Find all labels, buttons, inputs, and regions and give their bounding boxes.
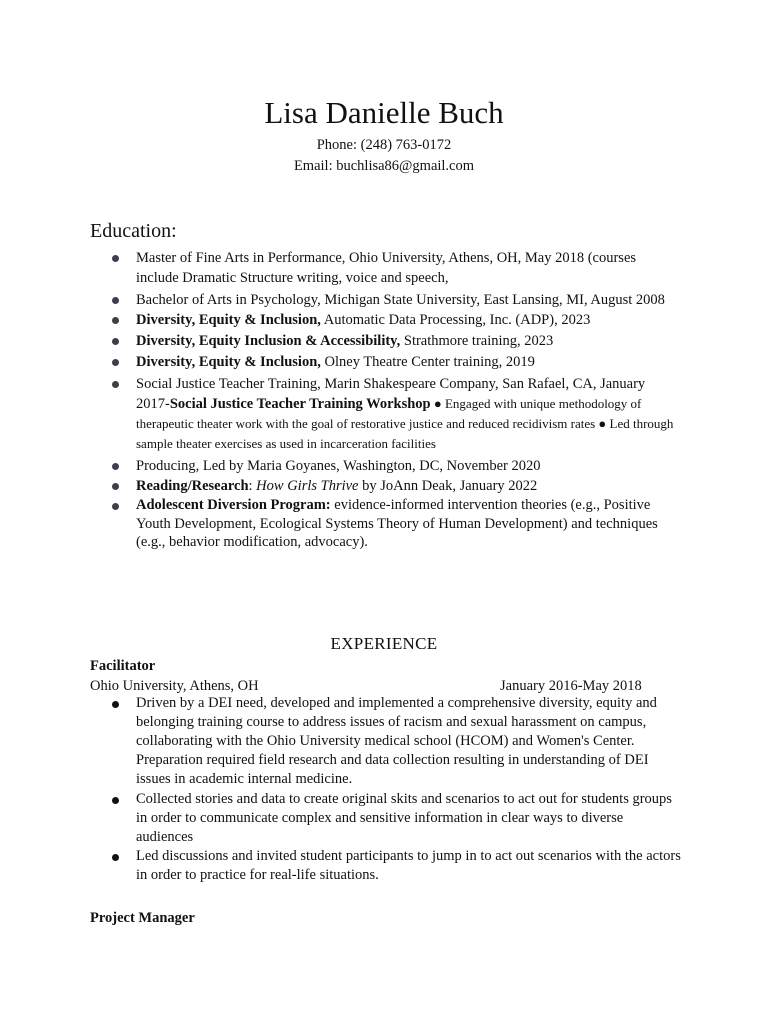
education-item: Bachelor of Arts in Psychology, Michigan State University, East Lansing, MI, August 2008 [110,290,680,310]
bullet-icon [112,381,119,388]
bullet-icon [112,701,119,708]
bullet-icon [112,483,119,490]
bullet-icon [112,255,119,262]
experience-heading: EXPERIENCE [330,634,438,653]
bullet-icon [112,297,119,304]
education-heading: Education: [90,220,177,242]
bullet-icon [112,317,119,324]
job-title: Project Manager [90,910,195,926]
email-line: Email: buchlisa86@gmail.com [293,158,475,174]
bullet-icon [112,463,119,470]
phone-line: Phone: (248) 763-0172 [316,137,452,153]
education-item: Reading/Research: How Girls Thrive by JoAnn Deak, January 2022 [110,476,680,496]
bullet-icon [112,797,119,804]
job-bullets [110,694,682,885]
candidate-name: Lisa Danielle Buch [264,95,504,130]
education-item: Diversity, Equity & Inclusion, Olney Theatre Center training, 2019 [110,352,680,372]
education-item: Master of Fine Arts in Performance, Ohio University, Athens, OH, May 2018 (courses include Dramatic Structure writing, voice and speech, [110,248,680,288]
bullet-icon [112,359,119,366]
job-bullet: Led discussions and invited student participants to jump in to act out scenarios with the actors in order to practice for real-life situations. [110,847,682,885]
job-organization: Ohio University, Athens, OH [90,678,259,694]
education-list [110,248,680,552]
education-item: Diversity, Equity Inclusion & Accessibility, Strathmore training, 2023 [110,331,680,351]
bullet-icon [112,338,119,345]
bullet-icon [112,503,119,510]
education-item: Producing, Led by Maria Goyanes, Washington, DC, November 2020 [110,456,680,476]
education-item: Diversity, Equity & Inclusion, Automatic Data Processing, Inc. (ADP), 2023 [110,310,680,330]
education-item: Social Justice Teacher Training, Marin Shakespeare Company, San Rafael, CA, January 2017-Social Justice Teacher Training Workshop ● Engaged with unique methodology of therapeutic theater work with the goal of restorative justice and reduced recidivism rates ● Led through sample theater exercises as used in incarceration facilities [110,374,680,454]
education-item: Adolescent Diversion Program: evidence-informed intervention theories (e.g., Positive Youth Development, Ecological Systems Theory of Human Development) and techniques (e.g., behavior modification, advocacy). [110,496,680,552]
job-dates: January 2016-May 2018 [500,678,642,694]
job-org-line [90,677,650,695]
bullet-icon [112,854,119,861]
job-bullet: Collected stories and data to create original skits and scenarios to act out for students groups in order to communicate complex and sensitive information in clear ways to diverse audiences [110,790,682,847]
job-bullet: Driven by a DEI need, developed and implemented a comprehensive diversity, equity and belonging training course to address issues of racism and sexual harassment on campus, collaborating with the Ohio University medical school (HCOM) and Women's Center. Preparation required field research and data collection resulting in understanding of DEI issues in academic internal medicine. [110,694,682,789]
job-title: Facilitator [90,658,156,674]
